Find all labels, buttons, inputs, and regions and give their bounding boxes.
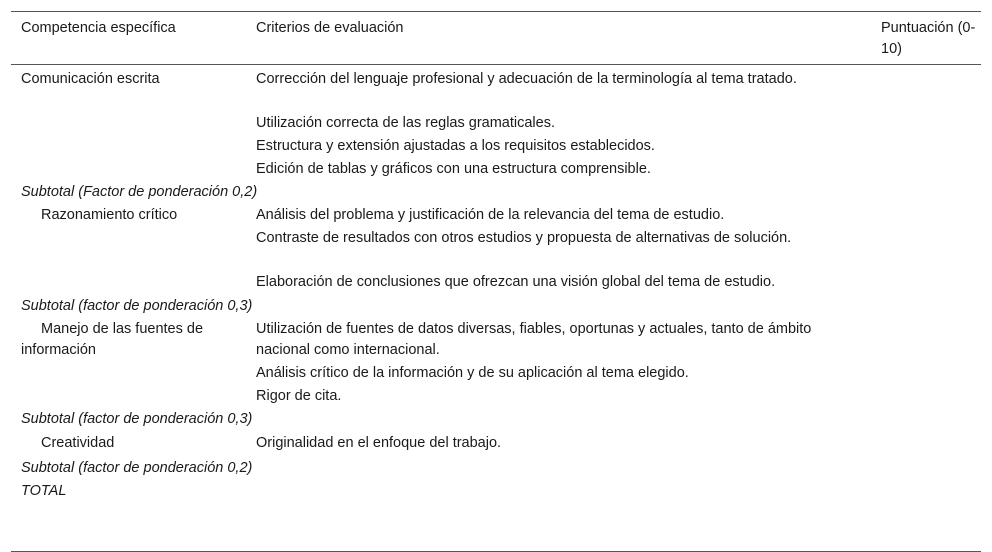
header-criteria: Criterios de evaluación bbox=[256, 20, 404, 36]
subtotal-row: Subtotal (factor de ponderación 0,3) bbox=[21, 411, 253, 427]
header-score: Puntuación (0-10) bbox=[881, 20, 976, 57]
criterion-row: Originalidad en el enfoque del trabajo. bbox=[256, 435, 502, 451]
competency-critical-reasoning: Razonamiento crítico bbox=[41, 207, 178, 223]
evaluation-table bbox=[11, 11, 981, 552]
criterion-row: Elaboración de conclusiones que ofrezcan una visión global del tema de estudio. bbox=[256, 274, 776, 290]
table-header bbox=[11, 12, 981, 65]
criterion-row: Utilización correcta de las reglas gramaticales. bbox=[256, 115, 555, 131]
criterion-row: Estructura y extensión ajustadas a los requisitos establecidos. bbox=[256, 138, 655, 154]
subtotal-row: Subtotal (Factor de ponderación 0,2) bbox=[21, 184, 258, 200]
criterion-row: Rigor de cita. bbox=[256, 388, 342, 404]
header-competency: Competencia específica bbox=[21, 20, 176, 36]
criterion-row: Utilización de fuentes de datos diversas, fiables, oportunas y actuales, tanto de ámbito nacional como internacional. bbox=[256, 321, 812, 358]
total-row: TOTAL bbox=[21, 483, 67, 499]
criterion-row: Análisis crítico de la información y de su aplicación al tema elegido. bbox=[256, 365, 689, 381]
competency-written-communication: Comunicación escrita bbox=[21, 71, 160, 87]
competency-information-sources: Manejo de las fuentes de información bbox=[21, 321, 204, 358]
competency-creativity: Creatividad bbox=[41, 435, 115, 451]
subtotal-row: Subtotal (factor de ponderación 0,3) bbox=[21, 298, 253, 314]
criterion-row: Análisis del problema y justificación de la relevancia del tema de estudio. bbox=[256, 207, 725, 223]
subtotal-row: Subtotal (factor de ponderación 0,2) bbox=[21, 460, 253, 476]
criterion-row: Edición de tablas y gráficos con una estructura comprensible. bbox=[256, 161, 651, 177]
criterion-row: Corrección del lenguaje profesional y adecuación de la terminología al tema tratado. bbox=[256, 71, 797, 87]
criterion-row: Contraste de resultados con otros estudios y propuesta de alternativas de solución. bbox=[256, 230, 792, 246]
